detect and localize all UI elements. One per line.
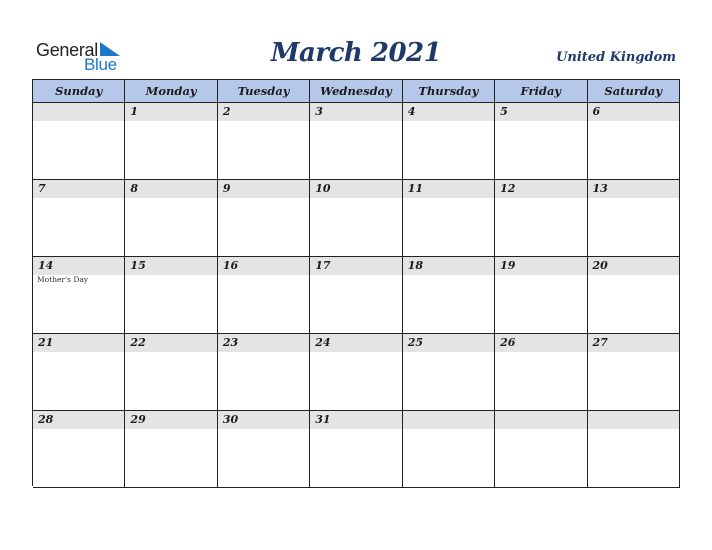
day-cell-11 (403, 180, 495, 257)
day-cell-25 (403, 334, 495, 411)
weekday-header-row (33, 80, 680, 103)
day-number: 25 (407, 336, 423, 349)
day-cell-10 (310, 180, 402, 257)
day-cell-7 (33, 180, 125, 257)
day-cell-3 (310, 103, 402, 180)
day-number: 20 (592, 259, 608, 272)
calendar-week-row (33, 180, 680, 257)
day-cell-17 (310, 257, 402, 334)
weekday-header-friday: Friday (495, 80, 587, 103)
day-number: 17 (315, 259, 331, 272)
calendar-week-row (33, 103, 680, 180)
day-number: 24 (315, 336, 331, 349)
day-cell-8 (125, 180, 217, 257)
day-cell-21 (33, 334, 125, 411)
day-cell-13 (588, 180, 680, 257)
day-number: 3 (315, 105, 323, 118)
calendar-week-row (33, 257, 680, 334)
day-cell-19 (495, 257, 587, 334)
day-number: 4 (407, 105, 416, 118)
day-cell-23 (218, 334, 310, 411)
day-number: 29 (130, 413, 146, 426)
day-cell-5 (495, 103, 587, 180)
day-header-band (310, 103, 401, 121)
day-cell-15 (125, 257, 217, 334)
day-header-band (125, 103, 216, 121)
day-number: 5 (500, 105, 508, 118)
day-cell-empty (403, 411, 495, 488)
day-cell-empty (588, 411, 680, 488)
weekday-header-wednesday: Wednesday (310, 80, 402, 103)
day-cell-12 (495, 180, 587, 257)
weekday-header-monday: Monday (125, 80, 217, 103)
calendar-week-row (33, 411, 680, 488)
day-cell-29 (125, 411, 217, 488)
day-event: Mother's Day (37, 275, 89, 284)
day-number: 6 (592, 105, 601, 118)
calendar-title: March 2021 (270, 38, 442, 68)
day-cell-26 (495, 334, 587, 411)
day-number: 27 (592, 336, 608, 349)
day-header-band (403, 411, 494, 429)
month-calendar (32, 79, 680, 486)
day-cell-1 (125, 103, 217, 180)
weekday-header-sunday: Sunday (33, 80, 125, 103)
calendar-week-row (33, 334, 680, 411)
day-cell-18 (403, 257, 495, 334)
day-number: 23 (222, 336, 239, 349)
day-number: 22 (130, 336, 146, 349)
day-cell-31 (310, 411, 402, 488)
day-header-band (33, 180, 124, 198)
day-number: 8 (130, 182, 139, 195)
day-number: 26 (500, 336, 516, 349)
day-cell-9 (218, 180, 310, 257)
day-number: 1 (130, 105, 139, 118)
day-number: 7 (38, 182, 46, 195)
day-cell-empty (495, 411, 587, 488)
day-number: 12 (500, 182, 516, 195)
day-header-band (495, 411, 586, 429)
day-cell-empty (33, 103, 125, 180)
day-header-band (495, 103, 586, 121)
day-number: 19 (500, 259, 516, 272)
day-header-band (588, 103, 679, 121)
day-number: 15 (130, 259, 146, 272)
day-number: 10 (315, 182, 331, 195)
day-number: 31 (315, 413, 331, 426)
day-cell-2 (218, 103, 310, 180)
day-number: 11 (407, 182, 423, 195)
day-cell-28 (33, 411, 125, 488)
day-header-band (218, 180, 309, 198)
weekday-header-thursday: Thursday (403, 80, 495, 103)
day-number: 18 (407, 259, 423, 272)
logo-word-general: General (36, 40, 98, 60)
day-cell-22 (125, 334, 217, 411)
day-number: 2 (222, 105, 231, 118)
day-header-band (588, 411, 679, 429)
day-header-band (218, 103, 309, 121)
day-number: 9 (222, 182, 231, 195)
weekday-header-saturday: Saturday (588, 80, 680, 103)
day-cell-4 (403, 103, 495, 180)
day-number: 21 (38, 336, 54, 349)
day-number: 14 (38, 259, 54, 272)
day-number: 30 (222, 413, 239, 426)
logo-word-blue: Blue (84, 55, 117, 74)
day-number: 28 (38, 413, 54, 426)
day-header-band (403, 103, 494, 121)
day-cell-30 (218, 411, 310, 488)
day-header-band (33, 103, 124, 121)
weekday-header-tuesday: Tuesday (218, 80, 310, 103)
day-header-band (125, 180, 216, 198)
country-label: United Kingdom (556, 50, 676, 65)
day-number: 13 (592, 182, 608, 195)
day-cell-14 (33, 257, 125, 334)
day-number: 16 (222, 259, 239, 272)
calendar-weeks (33, 103, 680, 488)
day-cell-27 (588, 334, 680, 411)
day-cell-6 (588, 103, 680, 180)
day-cell-16 (218, 257, 310, 334)
day-cell-24 (310, 334, 402, 411)
day-cell-20 (588, 257, 680, 334)
